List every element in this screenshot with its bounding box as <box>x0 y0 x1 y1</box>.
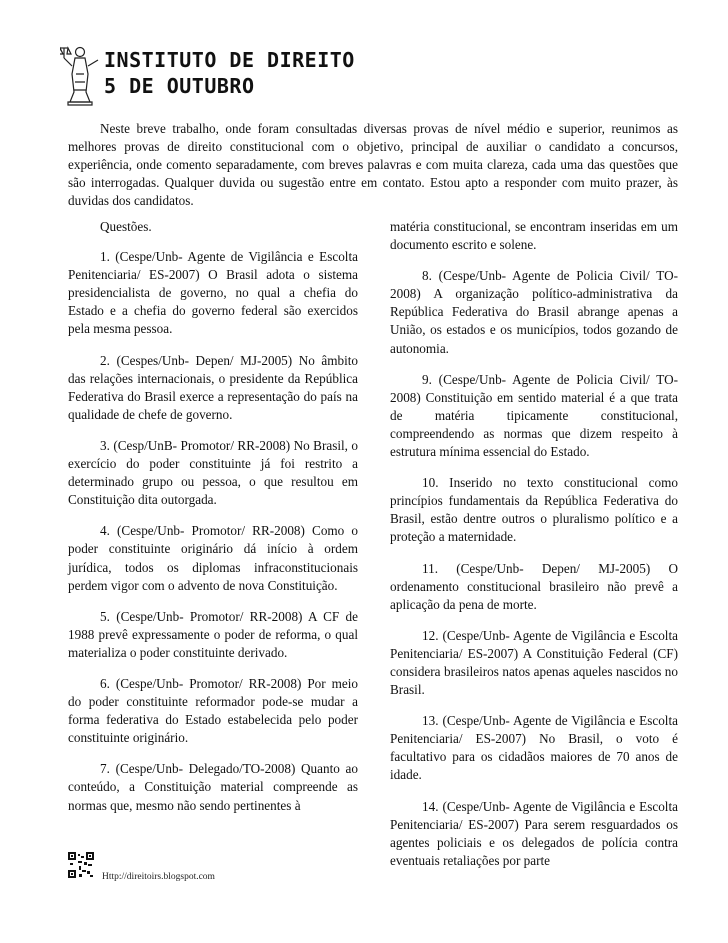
question-5: 5. (Cespe/Unb- Promotor/ RR-2008) A CF de 1988 prevê expressamente o poder de reforma, o qual materializa o poder constituinte derivado. <box>68 608 358 660</box>
logo-title-line2: 5 DE OUTUBRO <box>104 74 255 98</box>
question-11: 11. (Cespe/Unb- Depen/ MJ-2005) O ordenamento constitucional brasileiro não prevê a aplicação da pena de morte. <box>390 560 678 612</box>
blog-url[interactable]: Http://direitoirs.blogspot.com <box>102 872 215 882</box>
question-14: 14. (Cespe/Unb- Agente de Vigilância e Escolta Penitenciaria/ ES-2007) Para serem resguardados os agentes policiais e os delegados de polícia contra eventuais retaliações por parte <box>390 798 678 868</box>
question-8: 8. (Cespe/Unb- Agente de Policia Civil/ TO-2008) A organização político-administrativa da República Federativa do Brasil abrange apenas a União, os estados e os municípios, todos gozando de autonomia. <box>390 268 678 356</box>
logo-title-line1: INSTITUTO DE DIREITO <box>104 48 355 72</box>
question-1: 1. (Cespe/Unb- Agente de Vigilância e Escolta Penitenciaria/ ES-2007) O Brasil adota o sistema presidencialista de governo, no qual a chefia do Estado e a chefia do governo federal são exercidos pela mesma pessoa. <box>68 249 358 337</box>
question-3: 3. (Cesp/UnB- Promotor/ RR-2008) No Brasil, o exercício do poder constituinte já foi restrito a determinado grupo ou pessoa, o que resultou em Constituição dita outorgada. <box>68 437 358 508</box>
institute-logo <box>60 44 360 104</box>
intro-paragraph: Neste breve trabalho, onde foram consultadas diversas provas de nível médio e superior, reunimos as melhores provas de direito constitucional com o objetivo, principal de auxiliar o candidato a concursos, experiência, onde comento separadamente, com breves palavras e com muita clareza, cada uma das questões que são interrogadas. Qualquer duvida ou sugestão entre em contato. Estou apto a responder com muito prazer, às duvidas dos candidatos. <box>68 121 678 209</box>
question-12: 12. (Cespe/Unb- Agente de Vigilância e Escolta Penitenciaria/ ES-2007) A Constituição Federal (CF) considera brasileiros natos apenas aqueles nascidos no Brasil. <box>390 627 678 698</box>
question-4: 4. (Cespe/Unb- Promotor/ RR-2008) Como o poder constituinte originário dá início à ordem jurídica, todos os diplomas infraconstitucionais perdem vigor com o advento de nova Constituição. <box>68 523 358 593</box>
section-heading: Questões. <box>100 219 152 234</box>
question-7: 7. (Cespe/Unb- Delegado/TO-2008) Quanto ao conteúdo, a Constituição material compreende as normas que, mesmo não sendo pertinentes à <box>68 761 358 813</box>
left-column <box>68 218 358 828</box>
page-footer <box>68 852 368 892</box>
question-7-continued: matéria constitucional, se encontram inseridas em um documento escrito e solene. <box>390 219 678 253</box>
question-9: 9. (Cespe/Unb- Agente de Policia Civil/ TO-2008) Constituição em sentido material é a que trata de matéria tipicamente constitucional, compreendendo as normas que dizem respeito à estrutura mínima essencial do Estado. <box>390 371 678 460</box>
justice-statue-icon <box>60 44 102 106</box>
question-6: 6. (Cespe/Unb- Promotor/ RR-2008) Por meio do poder constituinte reformador pode-se mudar a forma federativa do Estado estabelecida pelo poder constituinte originário. <box>68 675 358 746</box>
question-10: 10. Inserido no texto constitucional como princípios fundamentais da República Federativa do Brasil, estão dentre outros o pluralismo político e a proteção a maternidade. <box>390 475 678 545</box>
qr-code-icon <box>68 852 94 878</box>
question-13: 13. (Cespe/Unb- Agente de Vigilância e Escolta Penitenciaria/ ES-2007) No Brasil, o voto é facultativo para os cidadãos maiores de 70 anos de idade. <box>390 713 678 783</box>
right-column <box>390 218 678 883</box>
question-2: 2. (Cespes/Unb- Depen/ MJ-2005) No âmbito das relações internacionais, o presidente da República Federativa do Brasil exerce a representação do país na qualidade de chefe de governo. <box>68 352 358 422</box>
